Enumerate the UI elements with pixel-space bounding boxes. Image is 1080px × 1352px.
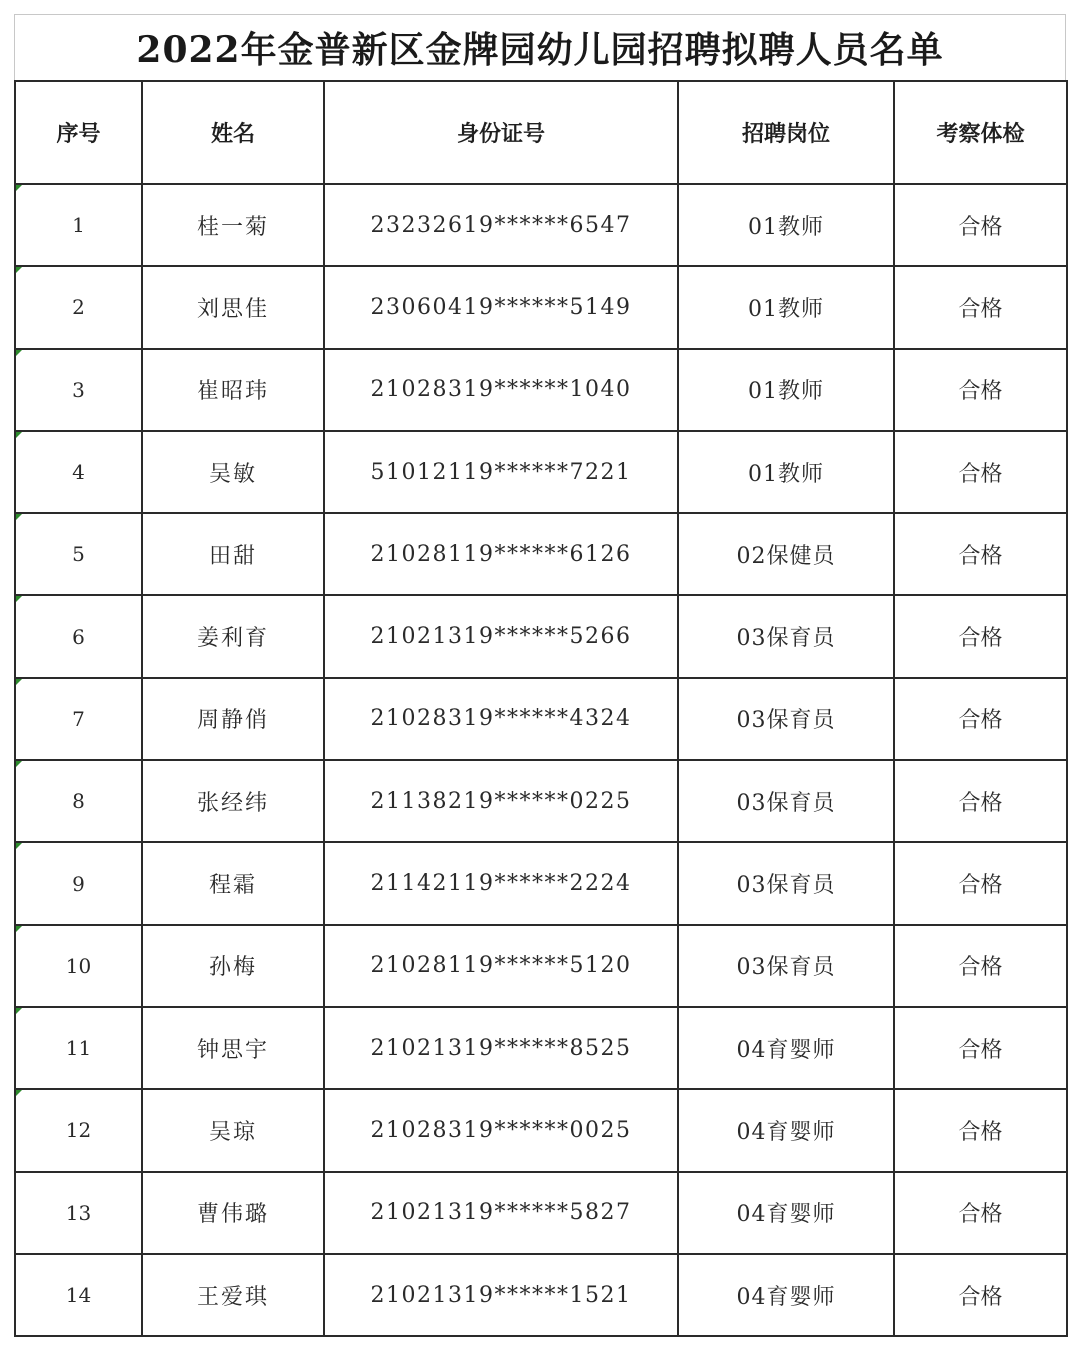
header-row — [15, 81, 1067, 184]
table-row — [15, 925, 1067, 1007]
cell-number: 4 — [15, 431, 142, 513]
cell-number: 8 — [15, 760, 142, 842]
table-row — [15, 1007, 1067, 1089]
cell-result: 合格 — [894, 595, 1067, 677]
cell-id-number: 21021319******5827 — [324, 1172, 678, 1254]
spreadsheet-sheet — [14, 14, 1066, 1337]
cell-name: 程霜 — [142, 842, 324, 924]
table-row — [15, 266, 1067, 348]
table-row — [15, 513, 1067, 595]
cell-id-number: 23060419******5149 — [324, 266, 678, 348]
cell-number: 10 — [15, 925, 142, 1007]
cell-result: 合格 — [894, 349, 1067, 431]
cell-name: 吴敏 — [142, 431, 324, 513]
table-row — [15, 184, 1067, 266]
cell-id-number: 21028119******5120 — [324, 925, 678, 1007]
cell-id-number: 21028319******4324 — [324, 678, 678, 760]
cell-result: 合格 — [894, 513, 1067, 595]
cell-id-number: 21028319******1040 — [324, 349, 678, 431]
cell-number: 9 — [15, 842, 142, 924]
column-header-result: 考察体检 — [894, 81, 1067, 184]
cell-name: 钟思宇 — [142, 1007, 324, 1089]
cell-name: 张经纬 — [142, 760, 324, 842]
cell-position: 01教师 — [678, 266, 894, 348]
cell-result: 合格 — [894, 1007, 1067, 1089]
table-row — [15, 1089, 1067, 1171]
cell-position: 03保育员 — [678, 760, 894, 842]
cell-result: 合格 — [894, 925, 1067, 1007]
cell-comment-marker-icon — [16, 926, 22, 932]
cell-comment-marker-icon — [16, 185, 22, 191]
cell-position: 03保育员 — [678, 595, 894, 677]
cell-result: 合格 — [894, 431, 1067, 513]
cell-id-number: 21028319******0025 — [324, 1089, 678, 1171]
cell-id-number: 21021319******1521 — [324, 1254, 678, 1336]
cell-id-number: 23232619******6547 — [324, 184, 678, 266]
cell-result: 合格 — [894, 1254, 1067, 1336]
cell-position: 04育婴师 — [678, 1089, 894, 1171]
cell-comment-marker-icon — [16, 761, 22, 767]
column-header-no: 序号 — [15, 81, 142, 184]
cell-id-number: 21028119******6126 — [324, 513, 678, 595]
cell-number: 11 — [15, 1007, 142, 1089]
cell-comment-marker-icon — [16, 267, 22, 273]
cell-id-number: 51012119******7221 — [324, 431, 678, 513]
cell-number: 1 — [15, 184, 142, 266]
cell-name: 曹伟璐 — [142, 1172, 324, 1254]
cell-name: 田甜 — [142, 513, 324, 595]
cell-number: 13 — [15, 1172, 142, 1254]
page-title: 2022年金普新区金牌园幼儿园招聘拟聘人员名单 — [136, 29, 944, 71]
table-row — [15, 842, 1067, 924]
cell-id-number: 21021319******5266 — [324, 595, 678, 677]
cell-position: 01教师 — [678, 349, 894, 431]
cell-name: 崔昭玮 — [142, 349, 324, 431]
cell-comment-marker-icon — [16, 596, 22, 602]
cell-name: 姜利育 — [142, 595, 324, 677]
cell-comment-marker-icon — [16, 432, 22, 438]
title-cell — [14, 14, 1066, 80]
column-header-position: 招聘岗位 — [678, 81, 894, 184]
cell-number: 6 — [15, 595, 142, 677]
cell-name: 王爱琪 — [142, 1254, 324, 1336]
cell-position: 03保育员 — [678, 925, 894, 1007]
cell-position: 03保育员 — [678, 842, 894, 924]
table-row — [15, 349, 1067, 431]
cell-name: 刘思佳 — [142, 266, 324, 348]
cell-name: 吴琼 — [142, 1089, 324, 1171]
cell-id-number: 21142119******2224 — [324, 842, 678, 924]
cell-result: 合格 — [894, 184, 1067, 266]
cell-position: 04育婴师 — [678, 1172, 894, 1254]
cell-position: 01教师 — [678, 184, 894, 266]
cell-comment-marker-icon — [16, 843, 22, 849]
cell-number: 14 — [15, 1254, 142, 1336]
cell-position: 04育婴师 — [678, 1007, 894, 1089]
table-row — [15, 595, 1067, 677]
cell-number: 2 — [15, 266, 142, 348]
table-row — [15, 1172, 1067, 1254]
cell-result: 合格 — [894, 1089, 1067, 1171]
cell-result: 合格 — [894, 842, 1067, 924]
cell-result: 合格 — [894, 266, 1067, 348]
cell-comment-marker-icon — [16, 679, 22, 685]
cell-result: 合格 — [894, 760, 1067, 842]
cell-comment-marker-icon — [16, 350, 22, 356]
cell-name: 周静俏 — [142, 678, 324, 760]
hire-list-table — [14, 80, 1068, 1337]
table-row — [15, 760, 1067, 842]
cell-name: 孙梅 — [142, 925, 324, 1007]
cell-position: 03保育员 — [678, 678, 894, 760]
cell-id-number: 21021319******8525 — [324, 1007, 678, 1089]
cell-name: 桂一菊 — [142, 184, 324, 266]
table-row — [15, 431, 1067, 513]
table-body — [15, 184, 1067, 1336]
column-header-id: 身份证号 — [324, 81, 678, 184]
cell-position: 01教师 — [678, 431, 894, 513]
cell-result: 合格 — [894, 678, 1067, 760]
cell-position: 04育婴师 — [678, 1254, 894, 1336]
cell-comment-marker-icon — [16, 514, 22, 520]
table-row — [15, 678, 1067, 760]
column-header-name: 姓名 — [142, 81, 324, 184]
table-row — [15, 1254, 1067, 1336]
cell-number: 7 — [15, 678, 142, 760]
cell-number: 3 — [15, 349, 142, 431]
cell-position: 02保健员 — [678, 513, 894, 595]
cell-result: 合格 — [894, 1172, 1067, 1254]
cell-comment-marker-icon — [16, 1008, 22, 1014]
cell-number: 12 — [15, 1089, 142, 1171]
cell-number: 5 — [15, 513, 142, 595]
cell-comment-marker-icon — [16, 1090, 22, 1096]
cell-id-number: 21138219******0225 — [324, 760, 678, 842]
